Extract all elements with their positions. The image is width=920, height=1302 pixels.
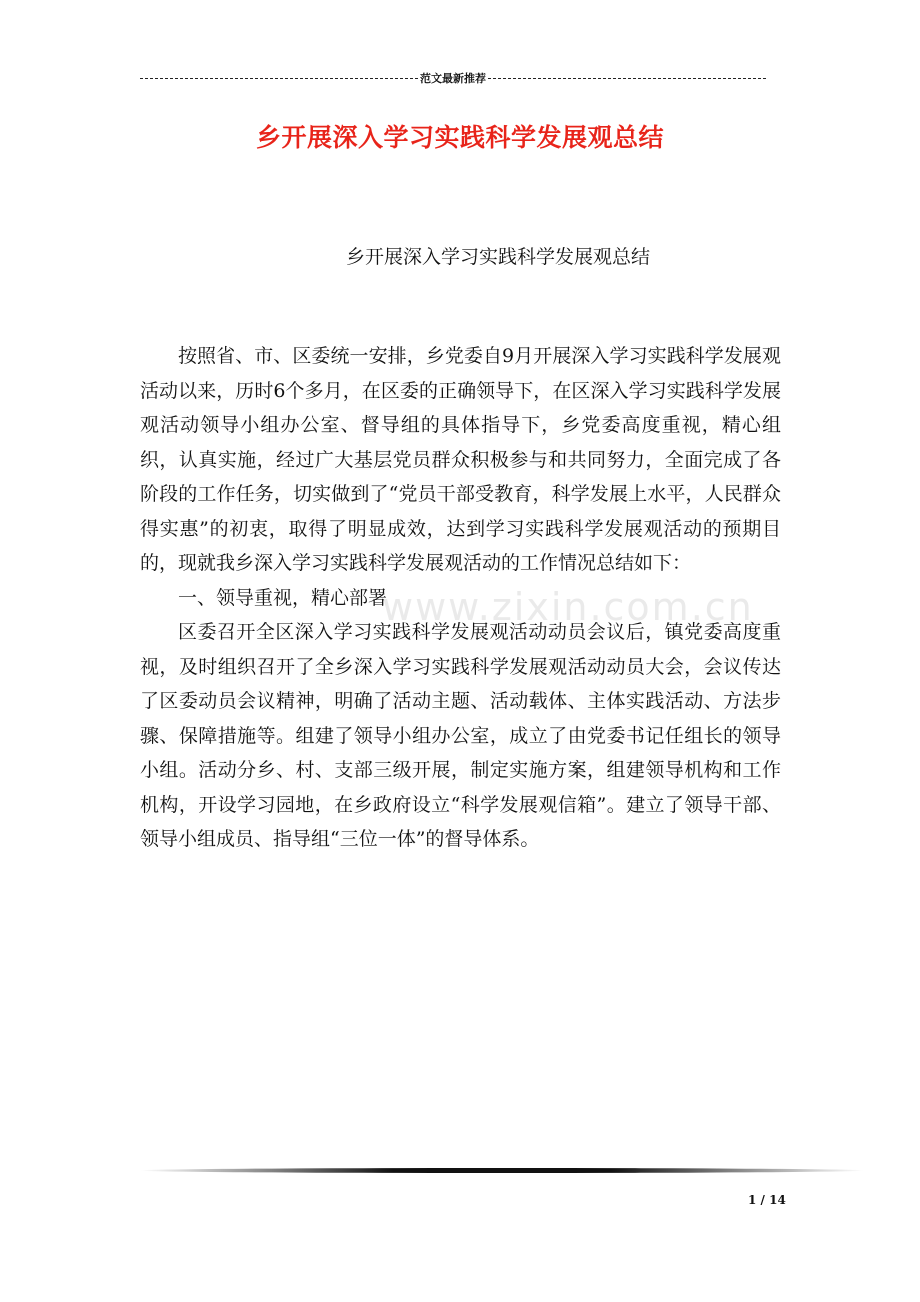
page-number: 1 / 14 (748, 1193, 786, 1207)
header-dash-left (140, 78, 418, 79)
section-heading-1: 一、领导重视，精心部署 (178, 586, 388, 609)
document-subtitle: 乡开展深入学习实践科学发展观总结 (346, 246, 651, 268)
document-title: 乡开展深入学习实践科学发展观总结 (255, 123, 664, 152)
document-body (140, 339, 781, 857)
footer-rule (140, 1168, 864, 1173)
header-label: 范文最新推荐 (420, 72, 486, 85)
header-dash-right (488, 78, 766, 79)
body-paragraph-1: 按照省、市、区委统一安排，乡党委自9月开展深入学习实践科学发展观活动以来，历时6个多月，在区委的正确领导下，在区深入学习实践科学发展观活动领导小组办公室、督导组的具体指导下，乡党委高度重视，精心组织，认真实施，经过广大基层党员群众积极参与和共同努力，全面完成了各阶段的工作任务，切实做到了“党员干部受教育，科学发展上水平，人民群众得实惠”的初衷，取得了明显成效，达到学习实践科学发展观活动的预期目的，现就我乡深入学习实践科学发展观活动的工作情况总结如下： (140, 345, 781, 574)
body-paragraph-2: 区委召开全区深入学习实践科学发展观活动动员会议后，镇党委高度重视，及时组织召开了全乡深入学习实践科学发展观活动动员大会，会议传达了区委动员会议精神，明确了活动主题、活动载体、主体实践活动、方法步骤、保障措施等。组建了领导小组办公室，成立了由党委书记任组长的领导小组。活动分乡、村、支部三级开展，制定实施方案，组建领导机构和工作机构，开设学习园地，在乡政府设立“科学发展观信箱”。建立了领导干部、领导小组成员、指导组“三位一体”的督导体系。 (140, 621, 781, 850)
watermark-text: www.zixin.com.cn (382, 585, 754, 629)
header-rule (140, 68, 766, 88)
